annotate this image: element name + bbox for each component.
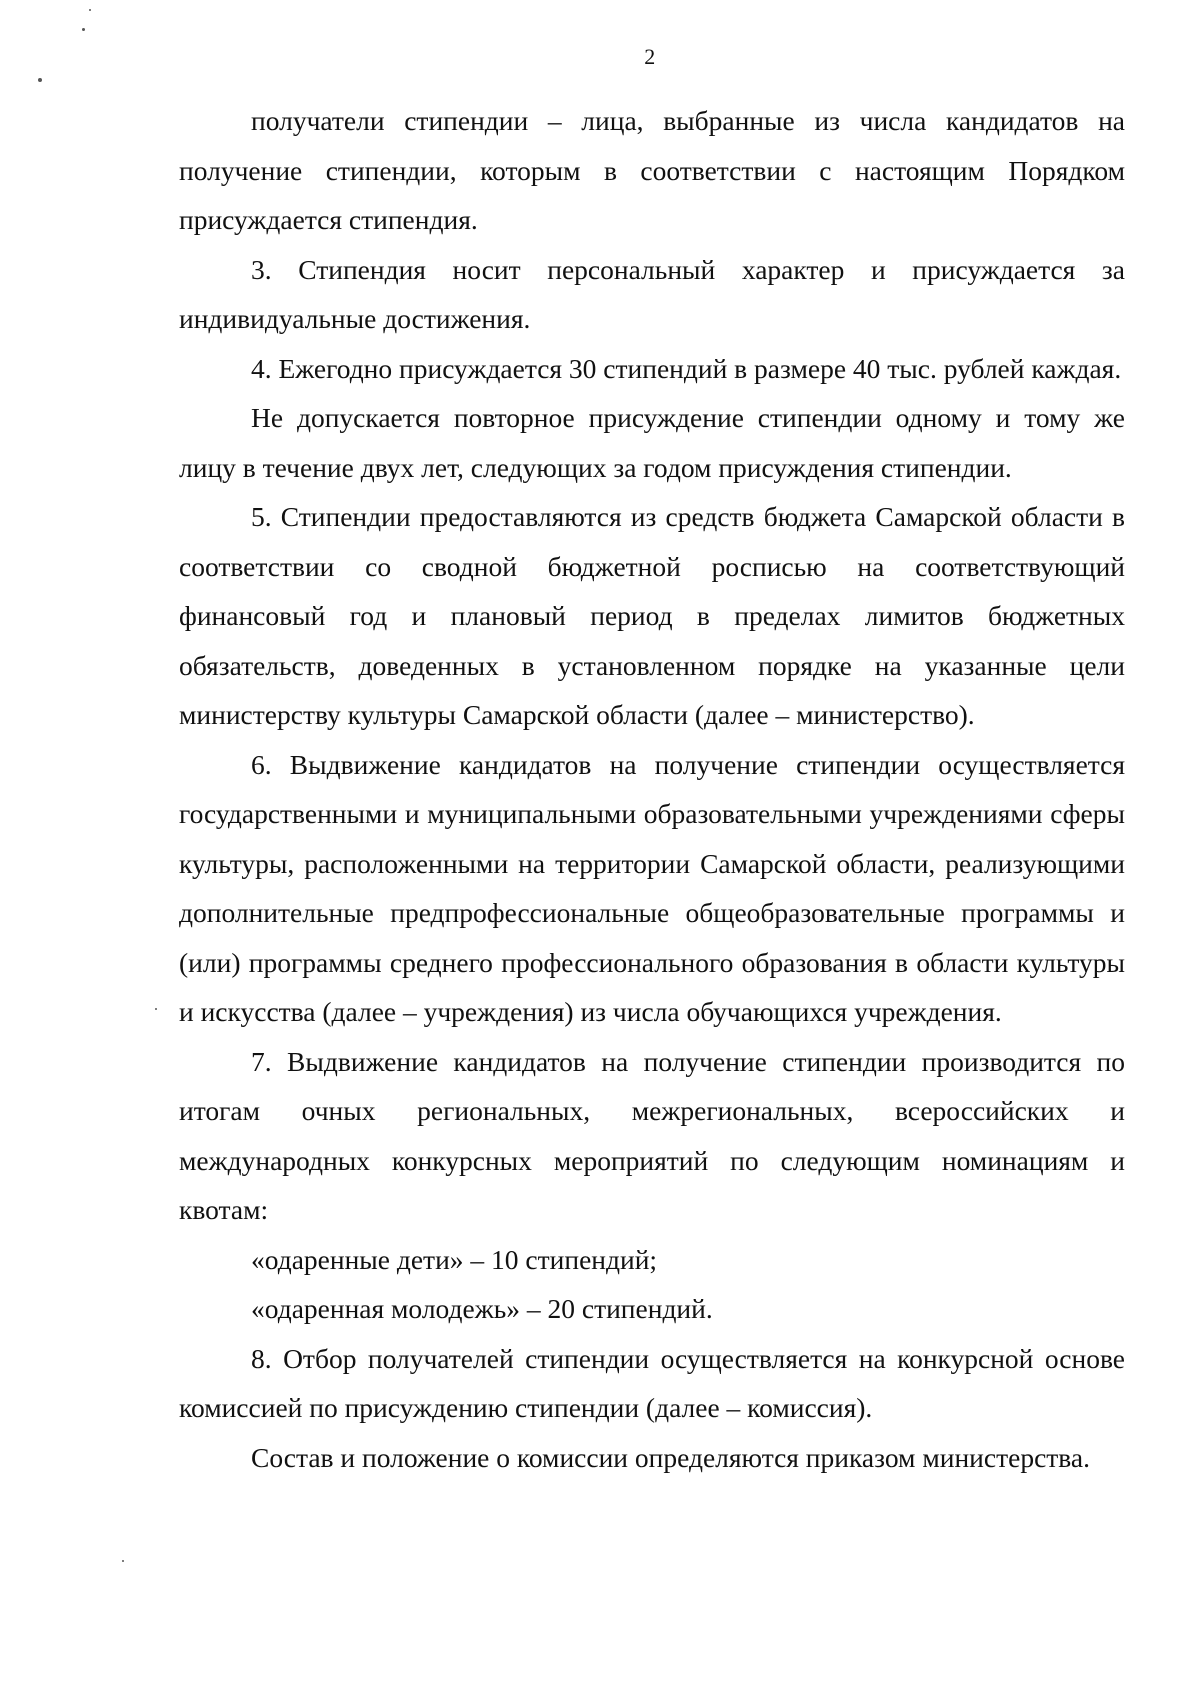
- scan-speck: [82, 28, 85, 31]
- paragraph-item-8: 8. Отбор получателей стипендии осуществляется на конкурсной основе комиссией по присуждению стипендии (далее – комиссия).: [179, 1342, 1125, 1423]
- paragraph-no-repeat-award: Не допускается повторное присуждение стипендии одному и тому же лицу в течение двух лет, следующих за годом присуждения стипендии.: [179, 402, 1125, 483]
- scan-speck: [38, 78, 42, 82]
- quota-gifted-youth: «одаренная молодежь» – 20 стипендий.: [251, 1293, 713, 1324]
- scan-speck: [122, 1560, 124, 1562]
- scan-speck: [89, 9, 91, 11]
- paragraph-commission-composition: Состав и положение о комиссии определяются приказом министерства.: [251, 1441, 1090, 1473]
- paragraph-item-7: 7. Выдвижение кандидатов на получение стипендии производится по итогам очных региональных, межрегиональных, всероссийских и международных конкурсных мероприятий по следующим номинациям и квотам:: [179, 1045, 1125, 1225]
- paragraph-item-3: 3. Стипендия носит персональный характер и присуждается за индивидуальные достижения.: [179, 253, 1125, 334]
- paragraph-recipients-definition: получатели стипендии – лица, выбранные из числа кандидатов на получение стипендии, которым в соответствии с настоящим Порядком присуждается стипендия.: [179, 105, 1125, 235]
- scan-speck: [155, 1008, 157, 1010]
- paragraph-item-5: 5. Стипендии предоставляются из средств бюджета Самарской области в соответствии со сводной бюджетной росписью на соответствующий финансовый год и плановый период в пределах лимитов бюджетных обязательств, доведенных в установленном порядке на указанные цели министерству культуры Самарской области (далее – министерство).: [179, 501, 1125, 730]
- document-body: [179, 96, 1125, 1482]
- paragraph-item-4: 4. Ежегодно присуждается 30 стипендий в размере 40 тыс. рублей каждая.: [251, 352, 1122, 384]
- quota-gifted-children: «одаренные дети» – 10 стипендий;: [251, 1243, 658, 1275]
- page-number: 2: [644, 44, 656, 69]
- paragraph-item-6: 6. Выдвижение кандидатов на получение стипендии осуществляется государственными и муниципальными образовательными учреждениями сферы культуры, расположенными на территории Самарской области, реализующими дополнительные предпрофессиональные общеобразовательные программы и (или) программы среднего профессионального образования в области культуры и искусства (далее – учреждения) из числа обучающихся учреждения.: [179, 748, 1125, 1027]
